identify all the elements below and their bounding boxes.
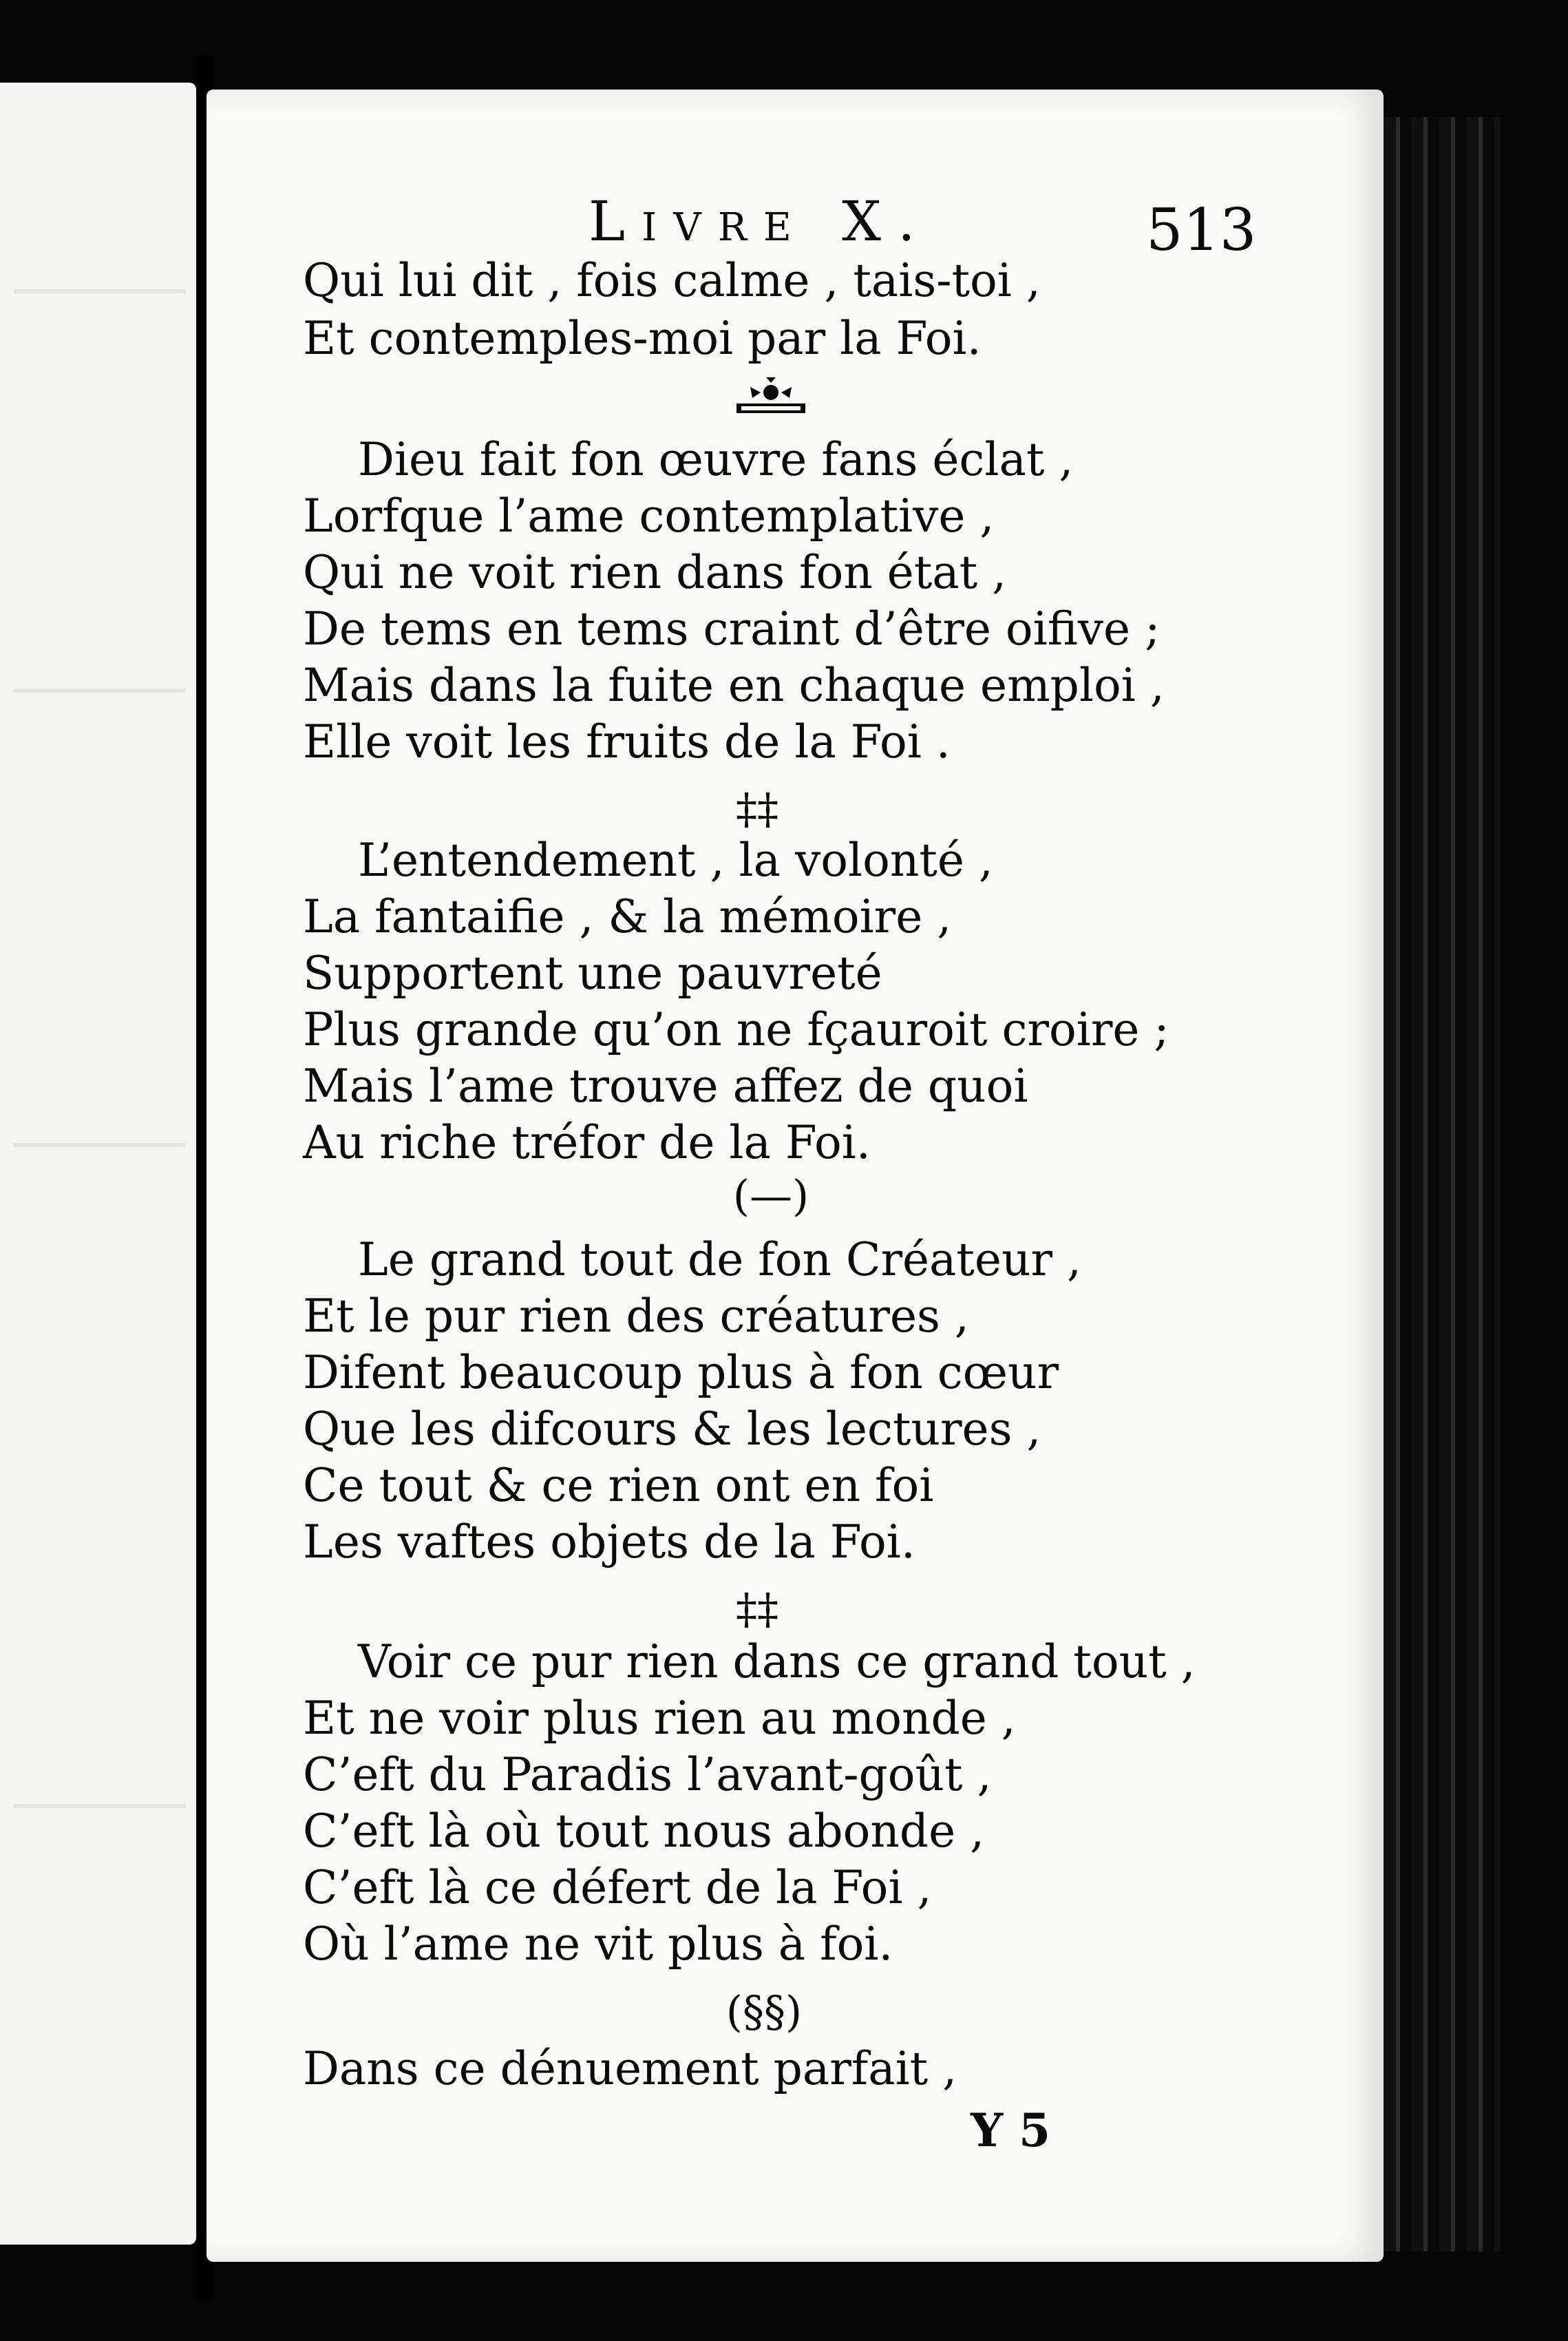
- verse-line: Plus grande qu’on ne fçauroit croire ;: [303, 1003, 1169, 1056]
- verse-line: Elle voit les fruits de la Foi .: [303, 715, 951, 768]
- verse-line: Qui ne voit rien dans fon état ,: [303, 546, 1007, 599]
- verse-line: Au riche tréfor de la Foi.: [303, 1116, 871, 1169]
- verse-line: Les vaftes objets de la Foi.: [303, 1515, 915, 1568]
- verse-line: Dieu fait fon œuvre fans éclat ,: [358, 433, 1074, 486]
- running-head: Livre X.: [589, 189, 932, 253]
- verse-line: De tems en tems craint d’être oifive ;: [303, 602, 1161, 655]
- dash-ornament: (—): [732, 1170, 809, 1221]
- verse-line: Et ne voir plus rien au monde ,: [303, 1692, 1016, 1745]
- page-number: 513: [1146, 196, 1257, 264]
- fleuron-icon: [733, 377, 809, 426]
- verse-line: Que les difcours & les lectures ,: [303, 1403, 1041, 1456]
- facing-page-edge: [0, 83, 196, 2245]
- verse-line: Voir ce pur rien dans ce grand tout ,: [358, 1635, 1196, 1688]
- verse-line: Qui lui dit , fois calme , tais-toi ,: [303, 254, 1041, 307]
- verse-line: Et le pur rien des créatures ,: [303, 1290, 969, 1343]
- verse-line: Dans ce dénuement parfait ,: [303, 2042, 957, 2095]
- verse-line: Le grand tout de fon Créateur ,: [358, 1233, 1082, 1286]
- verse-line: Ce tout & ce rien ont en foi: [303, 1459, 934, 1512]
- verse-line: C’eft là où tout nous abonde ,: [303, 1805, 985, 1858]
- verse-line: Et contemples-moi par la Foi.: [303, 312, 982, 365]
- verse-line: La fantaifie , & la mémoire ,: [303, 890, 952, 943]
- verse-line: Mais dans la fuite en chaque emploi ,: [303, 659, 1165, 712]
- verse-line: C’eft du Paradis l’avant-goût ,: [303, 1748, 992, 1801]
- verse-line: Lorfque l’ame contemplative ,: [303, 490, 995, 543]
- verse-line: Difent beaucoup plus à fon cœur: [303, 1346, 1059, 1399]
- verse-line: Où l’ame ne vit plus à foi.: [303, 1918, 893, 1971]
- signature-mark: Y 5: [971, 2103, 1051, 2157]
- verse-line: Mais l’ame trouve affez de quoi: [303, 1060, 1028, 1113]
- double-dagger-ornament: ‡‡: [736, 1584, 778, 1634]
- page-edges: [1384, 117, 1501, 2251]
- verse-line: L’entendement , la volonté ,: [358, 834, 993, 887]
- double-dagger-ornament: ‡‡: [736, 784, 778, 834]
- section-ornament: (§§): [725, 1986, 803, 2037]
- verse-line: C’eft là ce défert de la Foi ,: [303, 1861, 932, 1914]
- verse-line: Supportent une pauvreté: [303, 947, 882, 1000]
